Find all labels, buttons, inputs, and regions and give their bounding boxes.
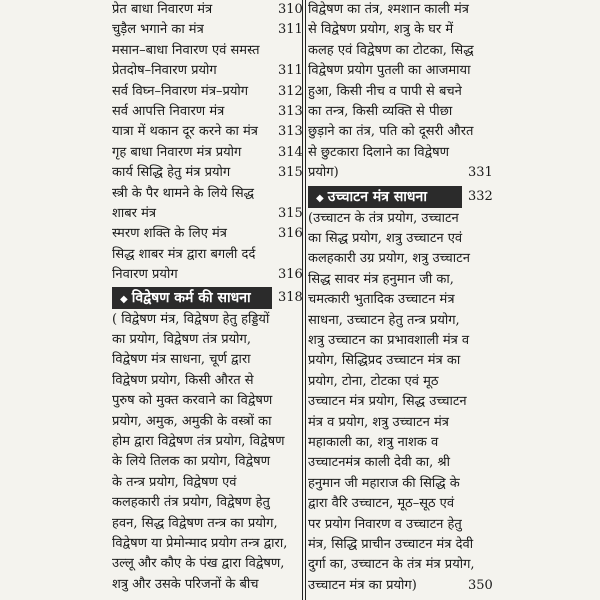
section-description-line: उल्लू और कौए के पंख द्वारा विद्वेषण, — [112, 556, 285, 572]
toc-entry-title: मसान–बाधा निवारण एवं समस्त — [112, 42, 260, 58]
toc-entry-page: 312 — [278, 83, 303, 99]
section-description-line: महाकाली का, शत्रु नाशक व — [308, 435, 439, 450]
section-description-line: हुआ, किसी नीच व पापी से बचने — [308, 83, 462, 99]
section-description-line: शत्रु उच्चाटन का प्रभावशाली मंत्र व — [308, 333, 470, 348]
section-heading-uchchatan[interactable] — [308, 186, 462, 208]
triangle-icon: ◆ — [316, 192, 324, 204]
section-description-line: का तन्त्र, किसी व्यक्ति से पीछा — [308, 104, 453, 119]
toc-entry[interactable] — [112, 265, 302, 285]
section-description-line: विद्वेषण का तंत्र, श्मशान काली मंत्र — [308, 2, 469, 17]
toc-entry[interactable] — [112, 143, 302, 163]
toc-entry-page: 315 — [278, 206, 303, 221]
section-description-line: द्वारा वैरि उच्चाटन, मूठ–सूठ एवं — [308, 496, 455, 512]
section-heading-title: विद्वेषण कर्म की साधना — [131, 289, 251, 306]
toc-entry-page: 316 — [278, 267, 303, 283]
section-description-line: का सिद्ध प्रयोग, शत्रु उच्चाटन एवं — [308, 231, 463, 246]
toc-entry-title: शाबर मंत्र — [112, 206, 157, 221]
toc-entry[interactable] — [112, 20, 302, 40]
toc-entry-page: 316 — [278, 226, 303, 242]
toc-entry-title: कार्य सिद्धि हेतु मंत्र प्रयोग — [112, 165, 231, 181]
section-description-line: होम द्वारा विद्वेषण तंत्र प्रयोग, विद्वेषण — [112, 434, 285, 449]
column-divider — [302, 0, 306, 600]
section-description-line: सिद्ध सावर मंत्र हनुमान जी का, — [308, 271, 454, 287]
toc-entry[interactable] — [112, 41, 302, 61]
toc-entry[interactable] — [112, 163, 302, 183]
toc-entry-title: स्त्री के पैर थामने के लिये सिद्ध — [112, 185, 254, 201]
section-description-line: शत्रु और उसके परिजनों के बीच — [112, 576, 259, 592]
section-description-line: से विद्वेषण प्रयोग, शत्रु के घर में — [308, 22, 454, 38]
section-description-line: हनुमान जी महाराज की सिद्धि के — [308, 475, 460, 491]
toc-entry-title: चुड़ैल भगाने का मंत्र — [112, 22, 204, 38]
section-heading-vidveshan[interactable] — [112, 287, 272, 309]
section-description-line: प्रयोग, सिद्धिप्रद उच्चाटन मंत्र का — [308, 353, 461, 369]
toc-entry-page: 313 — [278, 104, 303, 119]
toc-entry[interactable] — [112, 224, 302, 244]
section-description-line: मंत्र व प्रयोग, शत्रु उच्चाटन मंत्र — [308, 414, 449, 430]
section-description-line: प्रयोग, अमुक, अमुकी के वस्त्रों का — [112, 413, 272, 429]
toc-entry-title: सर्व विघ्न–निवारण मंत्र–प्रयोग — [112, 83, 249, 99]
toc-entry-page: 310 — [278, 2, 303, 17]
toc-entry-title: सिद्ध शाबर मंत्र द्वारा बगली दर्द — [112, 246, 256, 262]
section-description-line: विद्वेषण प्रयोग पुतली का आजमाया — [308, 63, 471, 79]
section-heading-page: 332 — [468, 188, 493, 204]
toc-entry-title: प्रेत बाधा निवारण मंत्र — [112, 2, 213, 17]
toc-entry-page: 311 — [278, 63, 303, 79]
toc-entry-page: 311 — [278, 22, 303, 38]
toc-entry-title: गृह बाधा निवारण मंत्र प्रयोग — [112, 144, 242, 160]
section-description-line: कलहकारी उग्र प्रयोग, शत्रु उच्चाटन — [308, 251, 470, 267]
section-description-line: पर प्रयोग निवारण व उच्चाटन हेतु — [308, 516, 462, 532]
section-description-line: विद्वेषण मंत्र साधना, चूर्ण द्वारा — [112, 352, 251, 368]
section-description-line: दुर्गा का, उच्चाटन के तंत्र मंत्र प्रयोग, — [308, 557, 475, 573]
toc-entry[interactable] — [112, 82, 302, 102]
triangle-icon: ◆ — [120, 293, 128, 305]
section-description-line: के लिये तिलक का प्रयोग, विद्वेषण — [112, 454, 271, 470]
section-description-line: के तन्त्र प्रयोग, विद्वेषण एवं — [112, 474, 237, 490]
toc-entry-title: प्रेतदोष–निवारण प्रयोग — [112, 63, 217, 79]
toc-entry[interactable] — [112, 61, 302, 81]
section-description-line: छुड़ाने का तंत्र, पति को दूसरी औरत — [308, 124, 474, 140]
toc-entry[interactable] — [112, 0, 302, 20]
section-description-line: (उच्चाटन के तंत्र प्रयोग, उच्चाटन — [308, 210, 459, 226]
section-end-page: 331 — [468, 165, 493, 181]
section-description-line: प्रयोग, टोना, टोटका एवं मूठ — [308, 373, 439, 389]
toc-entry[interactable] — [112, 204, 302, 224]
toc-entry-title: निवारण प्रयोग — [112, 267, 178, 283]
section-heading-title: उच्चाटन मंत्र साधना — [327, 188, 427, 205]
section-description-line: का प्रयोग, विद्वेषण तंत्र प्रयोग, — [112, 332, 251, 347]
section-description-line: विद्वेषण प्रयोग, किसी औरत से — [112, 372, 254, 388]
toc-entry-page: 313 — [278, 124, 303, 140]
toc-entry[interactable] — [112, 184, 302, 204]
section-description-line: ( विद्वेषण मंत्र, विद्वेषण हेतु हड्डियों — [112, 311, 270, 327]
toc-entry-page: 315 — [278, 165, 303, 181]
section-description-line: चमत्कारी भुतादिक उच्चाटन मंत्र — [308, 292, 455, 308]
section-heading-page: 318 — [278, 289, 303, 305]
section-description-line: विद्वेषण या प्रेमोन्माद प्रयोग तन्त्र द्वारा, — [112, 536, 288, 551]
section-description-line: प्रयोग) — [308, 165, 339, 181]
toc-entry[interactable] — [112, 102, 302, 122]
section-description-line: पुरुष को मुक्त करवाने का विद्वेषण — [112, 393, 273, 409]
section-description-line: से छुटकारा दिलाने का विद्वेषण — [308, 144, 450, 160]
section-description-line: उच्चाटन मंत्र प्रयोग, सिद्ध उच्चाटन — [308, 394, 467, 410]
section-description-line: उच्चाटन मंत्र का प्रयोग) — [308, 577, 417, 593]
section-description-line: साधना, उच्चाटन हेतु तन्त्र प्रयोग, — [308, 312, 460, 328]
toc-entry-page: 314 — [278, 144, 303, 160]
section-description-line: कलह एवं विद्वेषण का टोटका, सिद्ध — [308, 42, 474, 58]
section-description-line: मंत्र, सिद्धि प्राचीन उच्चाटन मंत्र देवी — [308, 537, 474, 552]
section-end-page: 350 — [468, 577, 493, 593]
toc-entry[interactable] — [112, 245, 302, 265]
toc-entry[interactable] — [112, 122, 302, 142]
toc-entry-title: सर्व आपत्ति निवारण मंत्र — [112, 104, 225, 119]
toc-entry-title: यात्रा में थकान दूर करने का मंत्र — [112, 124, 258, 140]
toc-entry-title: स्मरण शक्ति के लिए मंत्र — [112, 226, 227, 242]
section-description-line: हवन, सिद्ध विद्वेषण तन्त्र का प्रयोग, — [112, 515, 278, 531]
section-description-line: उच्चाटनमंत्र काली देवी का, श्री — [308, 455, 450, 471]
section-description-line: कलहकारी तंत्र प्रयोग, विद्वेषण हेतु — [112, 495, 270, 511]
